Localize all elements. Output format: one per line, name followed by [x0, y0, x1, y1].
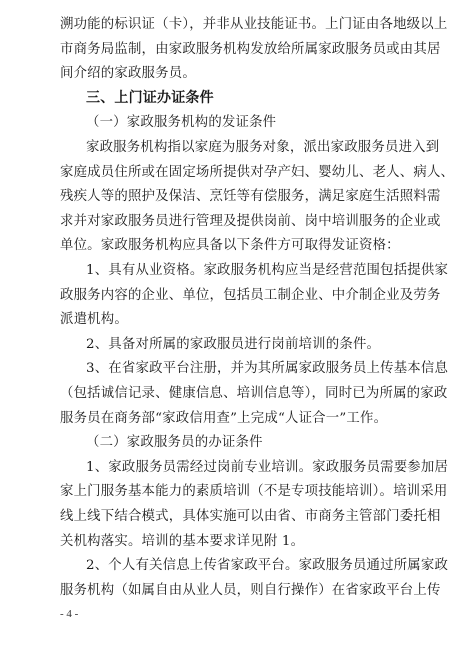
paragraph-line: 间介绍的家政服务员。	[60, 66, 196, 82]
paragraph-line: 市商务局监制，由家政服务机构发放给所属家政服务员或由其居	[60, 41, 441, 57]
paragraph-line: 3、在省家政平台注册，并为其所属家政服务员上传基本信息	[86, 361, 449, 377]
paragraph-line: 政服务内容的企业、单位，包括员工制企业、中介制企业及劳务	[60, 287, 441, 303]
paragraph-line: 残疾人等的照护及保洁、烹饪等有偿服务，满足家庭生活照料需	[60, 189, 441, 205]
paragraph-line: 溯功能的标识证（卡），并非从业技能证书。上门证由各地级以上	[60, 17, 448, 32]
paragraph-line: 1、具有从业资格。家政服务机构应当是经营范围包括提供家	[86, 263, 449, 278]
paragraph-line: 线上线下结合模式，具体实施可以由省、市商务主管部门委托相	[60, 509, 441, 524]
paragraph-line: 2、个人有关信息上传省家政平台。家政服务员通过所属家政	[86, 558, 449, 574]
paragraph-line: 关机构落实。培训的基本要求详见附 1。	[60, 533, 305, 549]
paragraph-line: 2、具备对所属的家政服员进行岗前培训的条件。	[86, 336, 381, 352]
paragraph-line: 服务员在商务部“家政信用查”上完成“人证合一”工作。	[60, 410, 388, 426]
paragraph-line: 家上门服务基本能力的素质培训（不是专项技能培训）。培训采用	[60, 484, 448, 500]
paragraph-line: （包括诚信记录、健康信息、培训信息等），同时已为所属的家政	[60, 386, 448, 401]
section-heading: 三、上门证办证条件	[86, 89, 214, 106]
paragraph-line: 派遣机构。	[60, 312, 128, 328]
paragraph-line: 求并对家政服务员进行管理及提供岗前、岗中培训服务的企业或	[60, 213, 441, 229]
subsection-heading: （二）家政服务员的办证条件	[86, 435, 263, 451]
page-number: - 4 -	[60, 608, 79, 620]
paragraph-line: 家庭成员住所或在固定场所提供对孕产妇、婴幼儿、老人、病人、	[60, 164, 455, 180]
paragraph-line: 1、家政服务员需经过岗前专业培训。家政服务员需要参加居	[86, 459, 449, 475]
paragraph-line: 服务机构（如属自由从业人员，则自行操作）在省家政平台上传	[60, 582, 441, 598]
subsection-heading: （一）家政服务机构的发证条件	[86, 115, 277, 131]
paragraph-line: 家政服务机构指以家庭为服务对象，派出家政服务员进入到	[86, 140, 440, 155]
paragraph-line: 单位。家政服务机构应具备以下条件方可取得发证资格：	[60, 238, 400, 254]
